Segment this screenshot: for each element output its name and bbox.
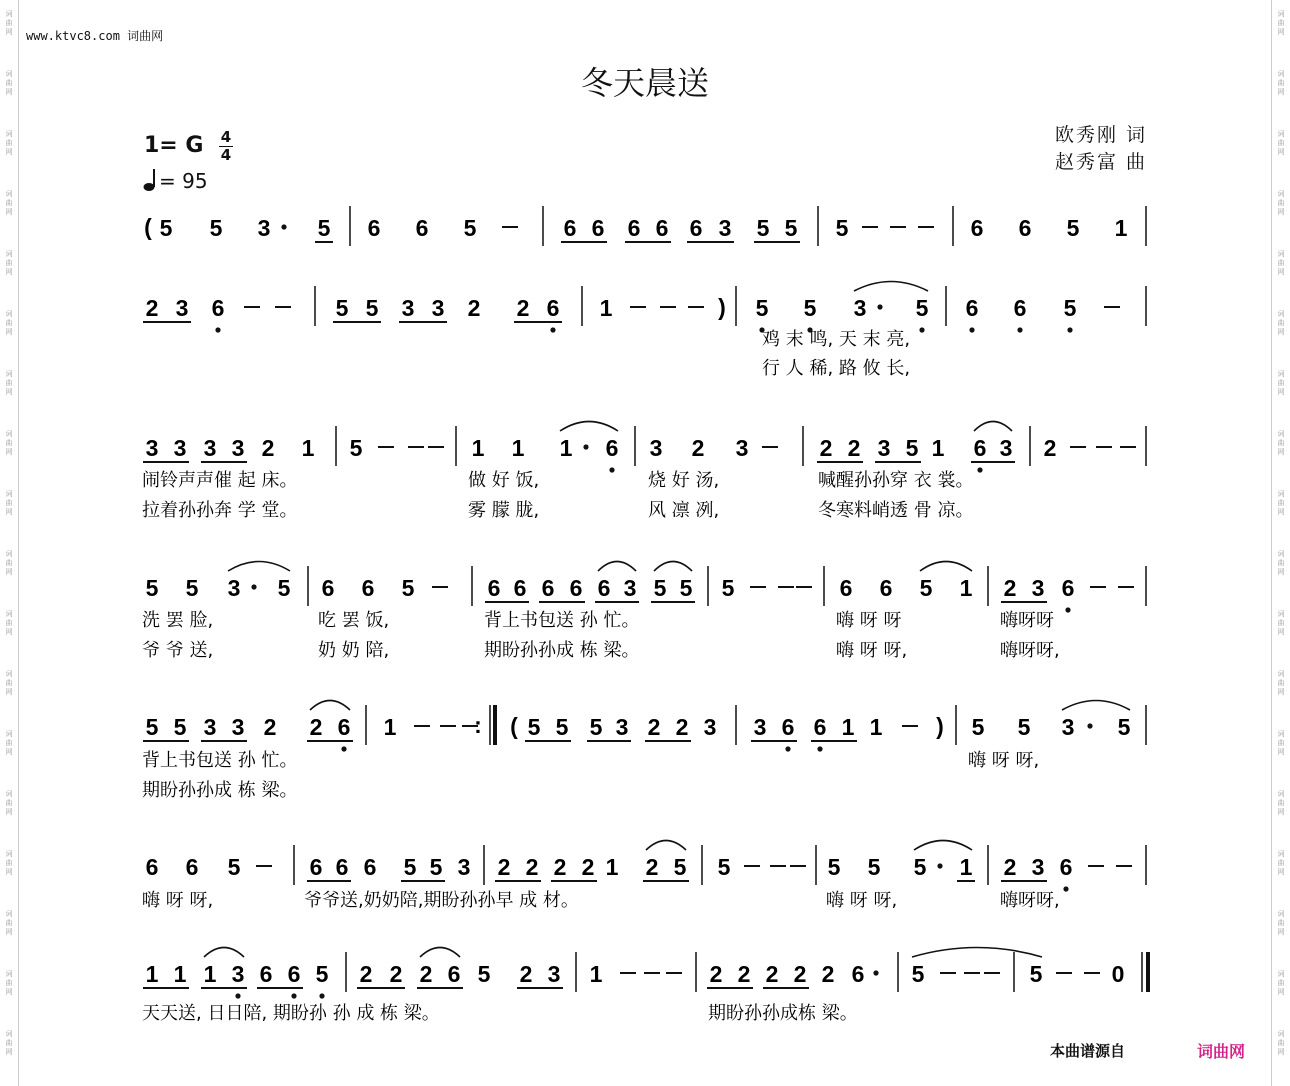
site-watermark: www.ktvc8.com 词曲网 (26, 29, 164, 43)
note: 6 (363, 854, 377, 880)
note: 1 (841, 714, 855, 740)
low-octave-dot (969, 327, 974, 332)
side-watermark-mark: 词 曲 网 (1277, 190, 1285, 216)
note: 2 (847, 435, 861, 461)
note: 6 (970, 215, 984, 241)
side-watermark-mark: 词 曲 网 (1277, 250, 1285, 276)
note: 3 (175, 295, 189, 321)
note: 2 (709, 961, 723, 987)
note: 2 (309, 714, 323, 740)
note: 1 (605, 854, 619, 880)
note: 6 (361, 575, 375, 601)
note: 3 (1031, 575, 1045, 601)
slur (654, 562, 692, 572)
note: 3 (877, 435, 891, 461)
slur (914, 841, 972, 851)
note: 2 (553, 854, 567, 880)
note: 5 (803, 295, 817, 321)
note: 6 (185, 854, 199, 880)
note: 6 (965, 295, 979, 321)
side-watermark-mark: 词 曲 网 (5, 970, 13, 996)
note: 5 (679, 575, 693, 601)
lyric-line: 嗨 呀 呀, (142, 890, 214, 911)
note: 6 (309, 854, 323, 880)
note: 2 (359, 961, 373, 987)
paren-open: ( (144, 214, 152, 240)
dot-augmentation (937, 863, 942, 868)
note: 3 (718, 215, 732, 241)
slur (204, 948, 244, 958)
lyric-line: 嗨呀呀, (1000, 640, 1060, 661)
note: 5 (721, 575, 735, 601)
note: 6 (487, 575, 501, 601)
note: 2 (821, 961, 835, 987)
side-watermark-mark: 词 曲 网 (5, 430, 13, 456)
note: 6 (605, 435, 619, 461)
low-octave-dot (609, 467, 614, 472)
note: 2 (581, 854, 595, 880)
note: 1 (203, 961, 217, 987)
note: 3 (457, 854, 471, 880)
lyric-line: 嗨呀呀, (1000, 890, 1060, 911)
note: 5 (1017, 714, 1031, 740)
note: 3 (547, 961, 561, 987)
time-signature-bottom: 4 (220, 146, 232, 164)
lyric-line: 嗨 呀 呀, (826, 890, 898, 911)
low-octave-dot (341, 746, 346, 751)
note: 3 (227, 575, 241, 601)
note: 5 (145, 575, 159, 601)
slur (1062, 701, 1130, 711)
side-watermark-mark: 词 曲 网 (5, 310, 13, 336)
note: 3 (703, 714, 717, 740)
lyric-line: 嗨 呀 呀, (836, 640, 908, 661)
lyric-line: 鸡 末 鸣, 天 末 亮, (762, 329, 911, 350)
tempo-value: = 95 (159, 169, 208, 193)
note: 3 (753, 714, 767, 740)
note: 2 (1003, 575, 1017, 601)
note: 6 (591, 215, 605, 241)
dot-augmentation (1087, 723, 1092, 728)
lyric-line: 洗 罢 脸, (142, 610, 214, 631)
lyric-line: 嗨呀呀 (1000, 610, 1054, 631)
note: 5 (827, 854, 841, 880)
side-watermark-mark: 词 曲 网 (5, 610, 13, 636)
note: 6 (513, 575, 527, 601)
lyric-line: 行 人 稀, 路 攸 长, (762, 358, 911, 379)
side-watermark-mark: 词 曲 网 (1277, 310, 1285, 336)
note: 1 (931, 435, 945, 461)
note: 3 (203, 435, 217, 461)
note: 6 (145, 854, 159, 880)
note: 1 (959, 854, 973, 880)
note: 6 (546, 295, 560, 321)
footer-source-label: 本曲谱源自 (1050, 1042, 1126, 1060)
note: 5 (429, 854, 443, 880)
note: 2 (525, 854, 539, 880)
note: 6 (781, 714, 795, 740)
side-watermark-mark: 词 曲 网 (1277, 970, 1285, 996)
side-watermark-mark: 词 曲 网 (5, 70, 13, 96)
note: 3 (623, 575, 637, 601)
side-watermark-mark: 词 曲 网 (5, 370, 13, 396)
note: 2 (467, 295, 481, 321)
note: 5 (463, 215, 477, 241)
dot-augmentation (251, 584, 256, 589)
slur (854, 282, 928, 292)
note: 1 (301, 435, 315, 461)
side-watermark-mark: 词 曲 网 (1277, 430, 1285, 456)
note: 5 (867, 854, 881, 880)
slur (912, 948, 1042, 958)
note: 5 (527, 714, 541, 740)
note: 5 (755, 295, 769, 321)
note: 2 (261, 435, 275, 461)
note: 3 (401, 295, 415, 321)
dot-augmentation (877, 304, 882, 309)
slur (228, 562, 290, 572)
note: 6 (1061, 575, 1075, 601)
note: 3 (257, 215, 271, 241)
note: 3 (231, 714, 245, 740)
side-watermark-mark: 词 曲 网 (1277, 1030, 1285, 1056)
lyricist-credit: 欧秀刚 词 (1054, 124, 1147, 146)
side-watermark-mark: 词 曲 网 (1277, 850, 1285, 876)
low-octave-dot (235, 993, 240, 998)
low-octave-dot (1067, 327, 1072, 332)
note: 5 (971, 714, 985, 740)
lyric-line: 雾 朦 胧, (468, 500, 540, 521)
note: 2 (645, 854, 659, 880)
side-watermark-mark: 词 曲 网 (1277, 910, 1285, 936)
note: 1 (559, 435, 573, 461)
low-octave-dot (785, 746, 790, 751)
note: 5 (401, 575, 415, 601)
side-watermark-mark: 词 曲 网 (5, 850, 13, 876)
side-watermark-mark: 词 曲 网 (1277, 490, 1285, 516)
note: 1 (383, 714, 397, 740)
note: 1 (589, 961, 603, 987)
lyric-line: 爷爷送,奶奶陪,期盼孙孙早 成 材。 (304, 890, 579, 911)
note: 6 (655, 215, 669, 241)
dot-augmentation (873, 970, 878, 975)
dot-augmentation (281, 224, 286, 229)
note: 5 (317, 215, 331, 241)
side-watermark-mark: 词 曲 网 (5, 790, 13, 816)
note: 2 (389, 961, 403, 987)
note: 6 (879, 575, 893, 601)
note: 5 (653, 575, 667, 601)
low-octave-dot (919, 327, 924, 332)
note: 6 (563, 215, 577, 241)
note: 6 (287, 961, 301, 987)
note: 2 (1003, 854, 1017, 880)
note: 5 (227, 854, 241, 880)
note: 2 (145, 295, 159, 321)
note: 3 (231, 961, 245, 987)
lyric-line: 期盼孙孙成 栋 梁。 (484, 640, 640, 661)
footer-site-logo: 词曲网 (1197, 1042, 1246, 1061)
note: 5 (403, 854, 417, 880)
note: 5 (589, 714, 603, 740)
note: 2 (737, 961, 751, 987)
note: 6 (337, 714, 351, 740)
low-octave-dot (817, 746, 822, 751)
lyric-line: 嗨 呀 呀, (968, 750, 1040, 771)
slur (560, 422, 618, 432)
side-watermark-mark: 词 曲 网 (1277, 370, 1285, 396)
note: 2 (765, 961, 779, 987)
lyric-line: 奶 奶 陪, (318, 640, 390, 661)
side-watermark-mark: 词 曲 网 (5, 550, 13, 576)
low-octave-dot (319, 993, 324, 998)
slur (646, 841, 686, 851)
note: 6 (211, 295, 225, 321)
composer-credit: 赵秀富 曲 (1054, 151, 1147, 173)
time-signature-top: 4 (220, 128, 232, 146)
note: 5 (1066, 215, 1080, 241)
note: 1 (1114, 215, 1128, 241)
side-watermark-mark: 词 曲 网 (5, 190, 13, 216)
side-watermark-mark: 词 曲 网 (1277, 550, 1285, 576)
note: 2 (497, 854, 511, 880)
note: 1 (869, 714, 883, 740)
note: 5 (277, 575, 291, 601)
note: 3 (853, 295, 867, 321)
low-octave-dot (1063, 886, 1068, 891)
note: 6 (627, 215, 641, 241)
lyric-line: 爷 爷 送, (142, 640, 214, 661)
note: 6 (415, 215, 429, 241)
side-watermark-mark: 词 曲 网 (1277, 730, 1285, 756)
note: 5 (717, 854, 731, 880)
note: 2 (819, 435, 833, 461)
note: 5 (905, 435, 919, 461)
note: 5 (185, 575, 199, 601)
lyric-line: 背上书包送 孙 忙。 (142, 750, 298, 771)
note: 6 (597, 575, 611, 601)
song-title: 冬天晨送 (580, 64, 709, 102)
note: 3 (173, 435, 187, 461)
note: 2 (647, 714, 661, 740)
low-octave-dot (550, 327, 555, 332)
lyric-line: 做 好 饭, (468, 470, 540, 491)
note: 6 (321, 575, 335, 601)
note: 5 (315, 961, 329, 987)
note: 6 (367, 215, 381, 241)
note: 3 (203, 714, 217, 740)
note: 5 (919, 575, 933, 601)
lyric-line: 烧 好 汤, (648, 470, 720, 491)
side-watermark-mark: 词 曲 网 (5, 250, 13, 276)
note: 6 (1013, 295, 1027, 321)
note: 6 (1059, 854, 1073, 880)
note: 6 (813, 714, 827, 740)
low-octave-dot (215, 327, 220, 332)
note: 5 (159, 215, 173, 241)
note: 5 (1029, 961, 1043, 987)
paren-close: ) (718, 294, 726, 320)
note: 1 (959, 575, 973, 601)
note: 5 (173, 714, 187, 740)
paren-close: ) (936, 713, 944, 739)
note: 5 (555, 714, 569, 740)
side-watermark-mark: 词 曲 网 (1277, 130, 1285, 156)
low-octave-dot (1017, 327, 1022, 332)
side-watermark-mark: 词 曲 网 (5, 910, 13, 936)
paren-open: ( (510, 713, 518, 739)
note: 1 (511, 435, 525, 461)
note: 2 (419, 961, 433, 987)
note: 1 (173, 961, 187, 987)
lyric-line: 冬寒料峭透 骨 凉。 (818, 500, 974, 521)
note: 6 (541, 575, 555, 601)
note: 3 (615, 714, 629, 740)
note: 5 (349, 435, 363, 461)
side-watermark-mark: 词 曲 网 (5, 1030, 13, 1056)
note: 5 (915, 295, 929, 321)
note: 6 (689, 215, 703, 241)
low-octave-dot (977, 467, 982, 472)
note: 5 (911, 961, 925, 987)
side-watermark-mark: 词 曲 网 (5, 130, 13, 156)
note: 1 (145, 961, 159, 987)
note: 6 (851, 961, 865, 987)
note: 6 (1018, 215, 1032, 241)
lyric-line: 背上书包送 孙 忙。 (484, 610, 640, 631)
note: 2 (1043, 435, 1057, 461)
note: 3 (431, 295, 445, 321)
side-watermark-mark: 词 曲 网 (5, 490, 13, 516)
low-octave-dot (1065, 607, 1070, 612)
note: 5 (913, 854, 927, 880)
slur (598, 562, 636, 572)
note: 5 (784, 215, 798, 241)
low-octave-dot (291, 993, 296, 998)
lyric-line: 风 凛 冽, (648, 500, 720, 521)
note: 5 (756, 215, 770, 241)
note: 2 (263, 714, 277, 740)
note: 6 (335, 854, 349, 880)
note: 3 (145, 435, 159, 461)
side-watermark-mark: 词 曲 网 (1277, 790, 1285, 816)
slur (310, 701, 350, 711)
note: 0 (1111, 961, 1125, 987)
note: 3 (735, 435, 749, 461)
note: 5 (335, 295, 349, 321)
dot-augmentation (583, 444, 588, 449)
note: 2 (691, 435, 705, 461)
lyric-line: 喊醒孙孙穿 衣 裳。 (818, 470, 974, 491)
note: 6 (447, 961, 461, 987)
note: 1 (471, 435, 485, 461)
slur (974, 422, 1012, 432)
note: 6 (569, 575, 583, 601)
note: 5 (365, 295, 379, 321)
side-watermark-mark: 词 曲 网 (1277, 610, 1285, 636)
note: 3 (999, 435, 1013, 461)
note: 5 (1117, 714, 1131, 740)
side-watermark-mark: 词 曲 网 (1277, 70, 1285, 96)
side-watermark-mark: 词 曲 网 (5, 670, 13, 696)
lyric-line: 天天送, 日日陪, 期盼孙 孙 成 栋 梁。 (142, 1003, 440, 1024)
lyric-line: 嗨 呀 呀 (836, 610, 902, 631)
note: 2 (793, 961, 807, 987)
note: 1 (599, 295, 613, 321)
lyric-line: 闹铃声声催 起 床。 (142, 470, 298, 491)
lyric-line: 吃 罢 饭, (318, 610, 390, 631)
lyric-line: 拉着孙孙奔 学 堂。 (142, 500, 298, 521)
note: 2 (516, 295, 530, 321)
note: 3 (649, 435, 663, 461)
note: 6 (839, 575, 853, 601)
side-watermark-mark: 词 曲 网 (5, 730, 13, 756)
note: 5 (209, 215, 223, 241)
note: 6 (973, 435, 987, 461)
note: 3 (1061, 714, 1075, 740)
side-watermark-mark: 词 曲 网 (1277, 670, 1285, 696)
note: 3 (231, 435, 245, 461)
repeat-dots: : (474, 712, 482, 738)
side-watermark-mark: 词 曲 网 (1277, 10, 1285, 36)
note: 5 (673, 854, 687, 880)
note: 5 (145, 714, 159, 740)
lyric-line: 期盼孙孙成栋 梁。 (708, 1003, 858, 1024)
key-signature: 1= G (144, 133, 204, 158)
note: 3 (1031, 854, 1045, 880)
note: 6 (259, 961, 273, 987)
side-watermark-mark: 词 曲 网 (5, 10, 13, 36)
lyric-line: 期盼孙孙成 栋 梁。 (142, 780, 298, 801)
note: 5 (835, 215, 849, 241)
slur (420, 948, 460, 958)
note: 5 (477, 961, 491, 987)
slur (920, 562, 972, 572)
note: 2 (675, 714, 689, 740)
note: 5 (1063, 295, 1077, 321)
note: 2 (519, 961, 533, 987)
